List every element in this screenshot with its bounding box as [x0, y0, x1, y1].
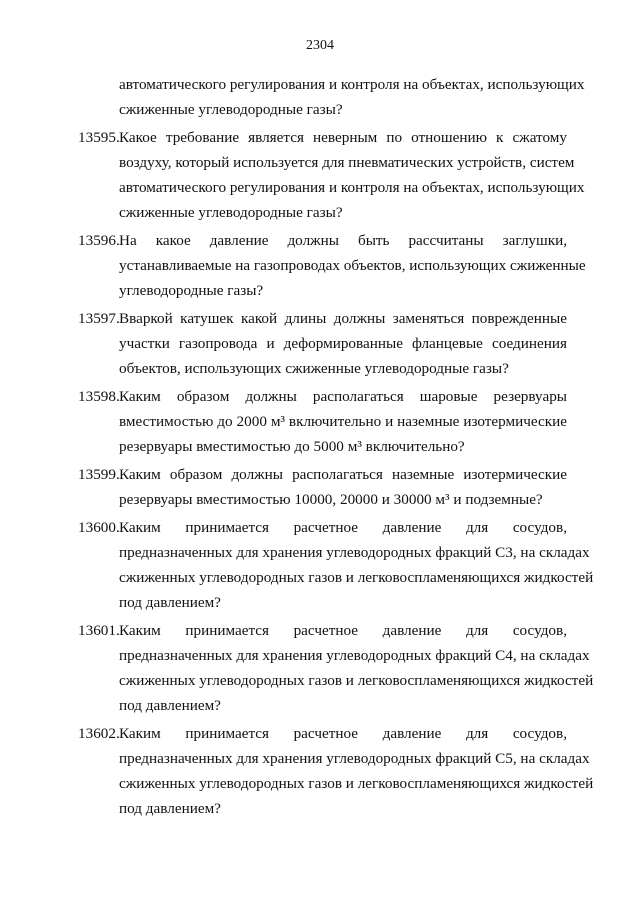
question-number: 13595.: [78, 129, 120, 146]
question-item: [0, 462, 640, 512]
question-text-line: предназначенных для хранения углеводородных фракций С5, на складах: [119, 750, 590, 767]
question-item: [0, 306, 640, 381]
question-item: [0, 228, 640, 303]
question-text-line: сжиженных углеводородных газов и легковоспламеняющихся жидкостей: [119, 569, 594, 586]
question-text-line: Вваркой катушек какой длины должны заменяться поврежденные: [119, 310, 567, 327]
question-text-line: Каким принимается расчетное давление для сосудов,: [119, 519, 567, 536]
question-number: 13596.: [78, 232, 120, 249]
question-item: [0, 618, 640, 718]
question-item: [0, 515, 640, 615]
question-item: [0, 721, 640, 821]
question-continuation: [0, 72, 640, 122]
question-item: [0, 125, 640, 225]
question-text-line: Каким образом должны располагаться шаровые резервуары: [119, 388, 567, 405]
question-text-line: автоматического регулирования и контроля на объектах, использующих: [119, 76, 585, 93]
question-text-line: под давлением?: [119, 697, 221, 714]
question-text-line: предназначенных для хранения углеводородных фракций С3, на складах: [119, 544, 590, 561]
question-text-line: сжиженных углеводородных газов и легковоспламеняющихся жидкостей: [119, 775, 594, 792]
question-text-line: На какое давление должны быть рассчитаны заглушки,: [119, 232, 567, 249]
question-text-line: под давлением?: [119, 594, 221, 611]
page-number: 2304: [306, 38, 334, 53]
question-number: 13601.: [78, 622, 120, 639]
question-text-line: автоматического регулирования и контроля на объектах, использующих: [119, 179, 585, 196]
question-text-line: резервуары вместимостью 10000, 20000 и 30000 м³ и подземные?: [119, 491, 543, 508]
question-list: [0, 72, 640, 824]
question-text-line: Каким принимается расчетное давление для сосудов,: [119, 725, 567, 742]
question-text-line: Каким принимается расчетное давление для сосудов,: [119, 622, 567, 639]
question-text-line: сжиженные углеводородные газы?: [119, 204, 343, 221]
question-number: 13602.: [78, 725, 120, 742]
question-text-line: участки газопровода и деформированные фланцевые соединения: [119, 335, 567, 352]
question-text-line: Каким образом должны располагаться наземные изотермические: [119, 466, 567, 483]
question-number: 13598.: [78, 388, 120, 405]
question-number: 13600.: [78, 519, 120, 536]
question-text-line: сжиженные углеводородные газы?: [119, 101, 343, 118]
question-item: [0, 384, 640, 459]
question-text-line: под давлением?: [119, 800, 221, 817]
question-text-line: предназначенных для хранения углеводородных фракций С4, на складах: [119, 647, 590, 664]
question-text-line: устанавливаемые на газопроводах объектов, использующих сжиженные: [119, 257, 586, 274]
question-text-line: сжиженных углеводородных газов и легковоспламеняющихся жидкостей: [119, 672, 594, 689]
question-text-line: углеводородные газы?: [119, 282, 264, 299]
question-number: 13597.: [78, 310, 120, 327]
question-text-line: резервуары вместимостью до 5000 м³ включительно?: [119, 438, 465, 455]
question-text-line: вместимостью до 2000 м³ включительно и наземные изотермические: [119, 413, 567, 430]
question-text-line: Какое требование является неверным по отношению к сжатому: [119, 129, 567, 146]
question-number: 13599.: [78, 466, 120, 483]
question-text-line: воздуху, который используется для пневматических устройств, систем: [119, 154, 575, 171]
question-text-line: объектов, использующих сжиженные углеводородные газы?: [119, 360, 509, 377]
